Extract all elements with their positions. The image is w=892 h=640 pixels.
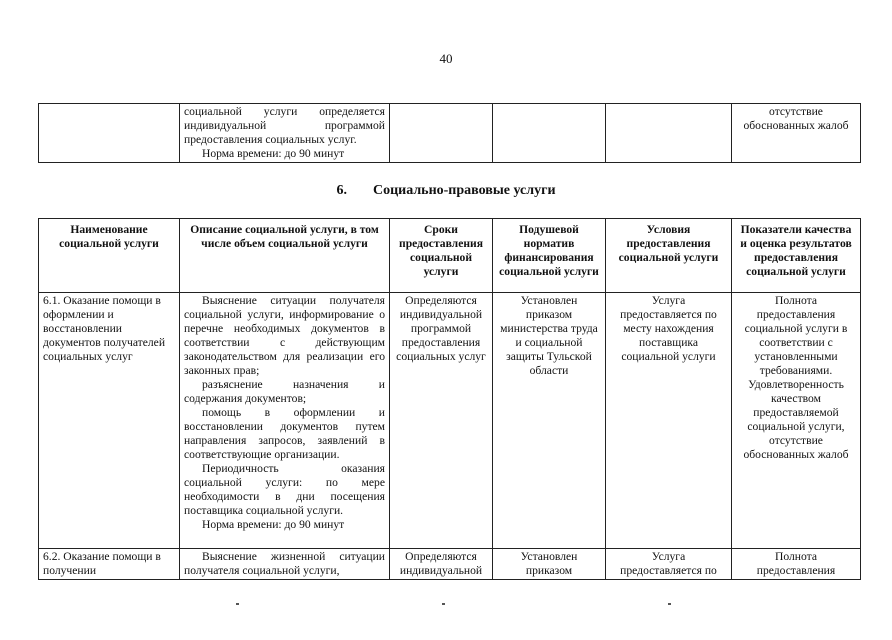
service-financing: Установлен приказом — [493, 549, 606, 580]
cell-terms — [390, 104, 493, 163]
section-heading — [0, 183, 892, 199]
table-row — [39, 549, 861, 580]
cell-quality: отсутствие обоснованных жалоб — [732, 104, 861, 163]
description-paragraph: помощь в оформлении и восстановлении документов путем направления запросов, заявлений в соответствующие организации. — [184, 406, 385, 461]
column-header: Условия предоставления социальной услуги — [606, 219, 732, 293]
description-paragraph: Норма времени: до 90 минут — [202, 518, 345, 531]
column-header: Подушевой норматив финансирования социальной услуги — [493, 219, 606, 293]
quality-paragraph: Удовлетворенность качеством предоставляемой социальной услуги, отсутствие обоснованных жалоб — [743, 378, 849, 461]
scan-mark — [442, 603, 445, 605]
column-header: Наименование социальной услуги — [39, 219, 180, 293]
service-description — [180, 293, 390, 549]
description-line: социальной услуги определяется индивидуальной программой предоставления социальных услуг. — [184, 105, 385, 146]
service-conditions: Услуга предоставляется по месту нахождения поставщика социальной услуги — [606, 293, 732, 549]
cell-description — [180, 104, 390, 163]
service-financing: Установлен приказом министерства труда и социальной защиты Тульской области — [493, 293, 606, 549]
service-quality — [732, 293, 861, 549]
services-table — [38, 218, 861, 580]
service-quality — [732, 549, 861, 580]
cell-name — [39, 104, 180, 163]
scan-mark — [236, 603, 239, 605]
description-paragraph: Выяснение жизненной ситуации получателя социальной услуги, — [184, 550, 385, 577]
service-name: 6.1. Оказание помощи в оформлении и восстановлении документов получателей социальных услуг — [39, 293, 180, 549]
description-paragraph: Периодичность оказания социальной услуги: по мере необходимости в дни посещения поставщика социальной услуги. — [184, 462, 385, 517]
column-header: Показатели качества и оценка результатов предоставления социальной услуги — [732, 219, 861, 293]
cell-financing — [493, 104, 606, 163]
service-description — [180, 549, 390, 580]
section-title: Социально-правовые услуги — [372, 183, 556, 198]
column-header: Сроки предоставления социальной услуги — [390, 219, 493, 293]
table-row — [39, 293, 861, 549]
service-terms: Определяются индивидуальной программой предоставления социальных услуг — [390, 293, 493, 549]
service-conditions: Услуга предоставляется по — [606, 549, 732, 580]
description-paragraph: Выяснение ситуации получателя социальной услуги, информирование о перечне необходимых документов в соответствии с действующим законодательством для реализации его законных прав; — [184, 294, 385, 377]
quality-paragraph: Полнота предоставления — [756, 550, 836, 577]
table-row — [39, 104, 861, 163]
continuation-table — [38, 103, 861, 163]
cell-conditions — [606, 104, 732, 163]
table-header-row — [39, 219, 861, 293]
description-paragraph: разъяснение назначения и содержания документов; — [184, 378, 385, 405]
description-line: Норма времени: до 90 минут — [202, 147, 345, 160]
service-name: 6.2. Оказание помощи в получении — [39, 549, 180, 580]
column-header: Описание социальной услуги, в том числе объем социальной услуги — [180, 219, 390, 293]
service-terms: Определяются индивидуальной — [390, 549, 493, 580]
section-number: 6. — [336, 183, 347, 198]
scan-mark — [668, 603, 671, 605]
page-number: 40 — [439, 51, 453, 66]
quality-paragraph: Полнота предоставления социальной услуги в соответствии с установленными требованиями. — [744, 294, 848, 377]
